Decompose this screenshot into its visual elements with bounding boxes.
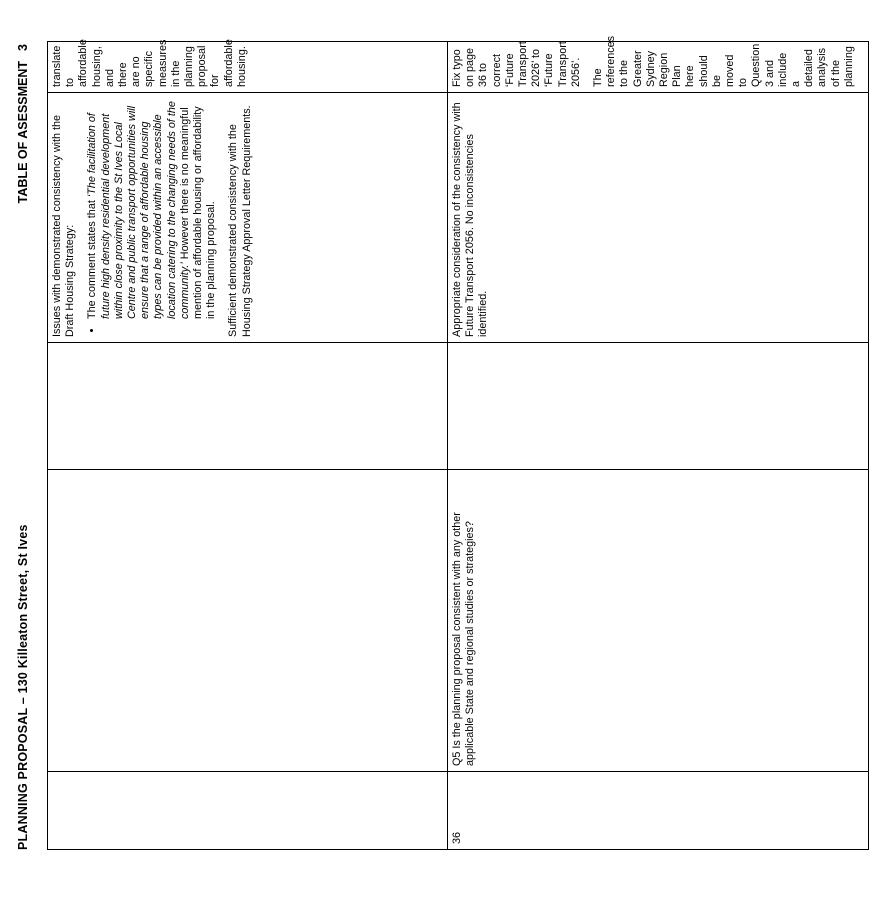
question-cell: [48, 470, 448, 772]
bullet-lead: The comment states that: [86, 197, 99, 319]
bullet-quote: ‘The facilitation of future high density residential development within close proximity to the St Ives Local Centre and public transport opportunities will ensure that a range of affordable housing types can be provided within an accessible location catering to the changing needs of the community.’: [86, 101, 191, 319]
question-cell: Q5 Is the planning proposal consistent with any other applicable State and regional studies or strategies?: [448, 470, 869, 772]
list-item: [86, 98, 218, 319]
comment-cell: [48, 39, 448, 93]
section-title: TABLE OF ASESSMENT: [16, 60, 30, 204]
assessment-table: [47, 35, 869, 850]
comment-paragraph: The references to the Greater Sydney Region Plan here should be moved to Question 3 and include a detailed analysis of the planning: [592, 35, 855, 87]
page-number: 3: [16, 44, 30, 51]
page-ref-cell: [48, 772, 448, 850]
assessment-bullet-list: [86, 98, 218, 337]
bullet-tail: However there is no meaningful mention of affordable housing or affordability in the planning proposal.: [178, 106, 218, 319]
spacer-cell: [448, 343, 869, 470]
comment-cell: [448, 35, 869, 93]
assessment-cell: [448, 93, 869, 343]
comment-paragraph: Fix typo on page 36 to correct ‘Future Transport 2026’ to ‘Future Transport 2056’.: [451, 41, 582, 87]
table-row: [48, 42, 448, 850]
assessment-outro: Sufficient demonstrated consistency with the Housing Strategy Approval Letter Requirements.: [227, 105, 253, 337]
assessment-intro: Appropriate consideration of the consistency with Future Transport 2056. No inconsistencies identified.: [451, 102, 490, 337]
document-title: PLANNING PROPOSAL – 130 Killeaton Street, St Ives: [16, 524, 30, 850]
table-row: [448, 42, 869, 850]
section-heading: [16, 44, 30, 203]
spacer-cell: [48, 343, 448, 470]
page-ref-cell: 36: [448, 772, 869, 850]
assessment-cell: [48, 93, 448, 343]
assessment-intro: Issues with demonstrated consistency with the Draft Housing Strategy:: [51, 114, 77, 337]
comment-paragraph: translate to affordable housing, and there are no specific measures in the planning proposal for affordable housing.: [51, 39, 248, 87]
